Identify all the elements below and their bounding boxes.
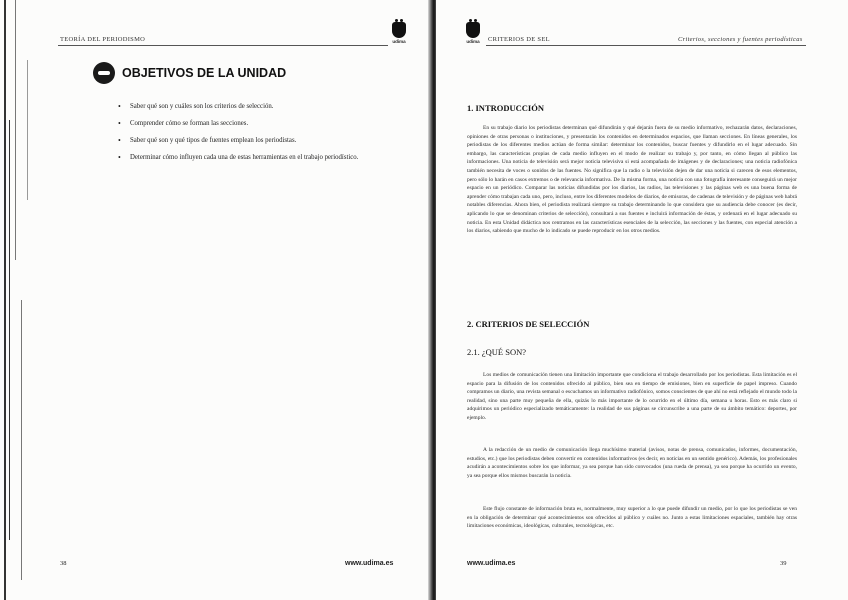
- paragraph-que-son-2: A la redacción de un medio de comunicación llega muchísimo material (avisos, notas de prensa, comunicados, informes, documentación, estudios, etc.) que los periodistas deben convertir en contenidos informativos (es decir, en noticias en un sentido genérico). Además, los profesionales acudirán a acontecimientos sobre los que informar, ya sea porque han sido convocados (una rueda de prensa), ya sea porque ha ocurrido un evento, ya sea porque ellos mismos buscarán la noticia.: [467, 447, 797, 479]
- udima-logo-right: [462, 22, 484, 44]
- heading-que-son: 2.1. ¿QUÉ SON?: [467, 347, 527, 357]
- objective-item: • Saber qué son y cuáles son los criterios de selección.: [118, 103, 418, 110]
- running-header-left: TEORÍA DEL PERIODISMO: [60, 36, 146, 43]
- running-header-right: Criterios, secciones y fuentes periodísticas: [678, 36, 803, 43]
- heading-criterios: 2. CRITERIOS DE SELECCIÓN: [467, 319, 590, 329]
- footer-url-left: www.udima.es: [345, 560, 394, 567]
- footer-url-right: www.udima.es: [467, 560, 516, 567]
- header-rule: [58, 45, 388, 46]
- page-number-right: 39: [780, 560, 787, 567]
- objectives-icon: [93, 62, 115, 84]
- objectives-title: OBJETIVOS DE LA UNIDAD: [122, 66, 287, 80]
- udima-logo-icon: [466, 22, 480, 38]
- page-number-left: 38: [60, 560, 67, 567]
- heading-introduccion: 1. INTRODUCCIÓN: [467, 103, 544, 113]
- udima-logo-left: [388, 22, 410, 44]
- paragraph-que-son-1: Los medios de comunicación tienen una limitación importante que condiciona el trabajo desarrollado por los periodistas. Esta limitación es el espacio para la difusión de los contenidos ofrecido al público, bien sea en tiempo de emisiones, bien en superficie de papel impreso. Cuando compramos un diario, una revista semanal o escuchamos un informativo radiofónico, somos conscientes de que ahí no está reflejado el mundo todo la realidad, sino una parte muy pequeña de ella, quizás lo más importante de lo ocurrido en el último día, semana u horas. Esto es más claro si adquirimos un periódico especializado temáticamente: la realidad de sus páginas se circunscribe a una parte de su ámbito temático: deportes, por ejemplo.: [467, 372, 797, 421]
- logo-word: udima: [466, 39, 480, 44]
- header-rule: [486, 45, 806, 46]
- paragraph-que-son-3: Este flujo constante de información bruta es, normalmente, muy superior a lo que puede difundir un medio, por lo que los periodistas se ven en la obligación de determinar qué acontecimientos son ofrecidos al público y cuáles no. Junto a estas limitaciones espaciales, también hay otras limitaciones económicas, ideológicas, culturales, tecnológicas, etc.: [467, 506, 797, 530]
- page-edge-marks: [0, 0, 38, 600]
- objectives-list: [118, 103, 418, 171]
- running-header-right-short: CRITERIOS DE SEL: [488, 36, 550, 43]
- logo-word: udima: [392, 39, 406, 44]
- objective-item: • Saber qué son y qué tipos de fuentes emplean los periodistas.: [118, 137, 418, 144]
- objective-item: • Comprender cómo se forman las secciones.: [118, 120, 418, 127]
- objective-item: • Determinar cómo influyen cada una de estas herramientas en el trabajo periodístico.: [118, 154, 418, 161]
- udima-logo-icon: [392, 22, 406, 38]
- intro-paragraph: En su trabajo diario los periodistas determinan qué difundirán y qué dejarán fuera de su medio informativo, rechazarán datos, declaraciones, opiniones de otras personas o instituciones, y presentarán los contenidos en determinados espacios, que llaman secciones. En líneas generales, los periodistas de los diferentes medios actúan de forma similar: determinar los contenidos, buscar fuentes y difundirlo en el lugar adecuado. Sin embargo, las características propias de cada medio influyen en el modo de realizar su trabajo y, por tanto, en cómo llegan al público las informaciones. Una noticia de televisión será mejor noticia televisiva si está acompañada de imágenes y de declaraciones; una noticia radiofónica también necesita de voces o sonidos de las fuentes. No significa que la radio o la televisión dejen de dar una noticia si carecen de esos elementos, pero sólo lo harán en casos extremos o de relevancia informativa. De la misma forma, una noticia con una fotografía interesante conseguirá un mejor espacio en un periódico. Comparar las noticias difundidas por los diarios, las radios, las televisiones y las páginas web es una buena forma de aprender cómo trabajan cada uno, pero, incluso, entre los diferentes modelos de diarios, de emisoras, de cadenas de televisión y de páginas web habrá notables diferencias. Ahora bien, el periodista realizará siempre su trabajo determinando lo que considera que su audiencia debe conocer (es decir, aplicando lo que se denominan criterios de selección), consultará a sus fuentes e incluirá información de éstas, y ordenará en el lugar adecuado su noticia. En esta Unidad didáctica nos centramos en las características esenciales de la selección, las secciones y las fuentes, con especial atención a los diarios, sabiendo que mucho de lo indicado se puede reproducir en los otros medios.: [467, 125, 797, 235]
